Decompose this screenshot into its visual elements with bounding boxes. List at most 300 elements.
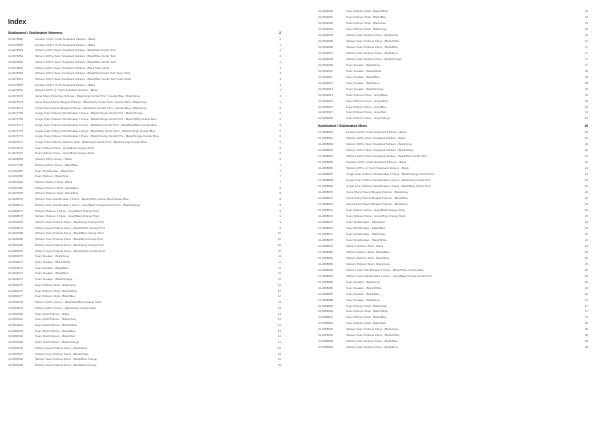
item-name: Team Windbreaker - Black/Red xyxy=(346,219,385,224)
page-number: 10 xyxy=(277,242,281,247)
page-number: 5 xyxy=(279,128,281,133)
item-code: 41-0098078 xyxy=(8,214,23,219)
item-name: Stickers 2XPro Team Snapback Stickers - Black/Blue Nordic Tech xyxy=(35,59,117,64)
page-number: 6 xyxy=(279,134,281,139)
item-name: Team Sneaker - Black/White xyxy=(35,260,71,265)
item-name: Team Pullover Piece - Gray/White Orange Shell xyxy=(346,213,406,218)
page-number: 5 xyxy=(279,111,281,116)
item-code: 41-0088860 xyxy=(318,130,333,135)
page-number: 5 xyxy=(279,122,281,127)
item-code: 41-0074070 xyxy=(8,145,23,150)
item-code: 41-0099913 xyxy=(318,86,333,91)
page-number: 22 xyxy=(584,196,588,201)
item-name: Stickers Team Windbreaker 1 Piece - Black/White Outline Blue xyxy=(346,267,424,272)
item-name: Fanatics 2XPro Youth Snapback Stickers - Black xyxy=(35,42,96,47)
item-name: Stickers 2XPro Team Snapback Stickers - Black Team Shell xyxy=(35,65,109,70)
item-code: 41-0099914 xyxy=(318,92,333,97)
index-list xyxy=(8,37,281,369)
page-number: 3 xyxy=(279,82,281,87)
page-number: 9 xyxy=(279,214,281,219)
page-number: 16 xyxy=(584,26,588,31)
page-number: 22 xyxy=(584,178,588,183)
page-number: 17 xyxy=(584,50,588,55)
page-number: 18 xyxy=(584,74,588,79)
item-code: 41-0088884 xyxy=(318,273,333,278)
item-name: Stickers Pullover Shell - Black/Gray xyxy=(346,261,390,266)
item-name: Team Sneaker - Black/Blue xyxy=(346,291,380,296)
page-number: 20 xyxy=(584,130,588,135)
page-number: 2 xyxy=(279,48,281,53)
item-code: 41-0088886 xyxy=(318,285,333,290)
page-number: 27 xyxy=(584,315,588,320)
item-code: 41-0088874 xyxy=(318,213,333,218)
item-name: Team Pullover Shell - Black/White xyxy=(35,288,77,293)
item-name: Stickers 2XPro Team Snapback Stickers - Black/Red Nordic Tech Team Shell xyxy=(35,71,131,76)
item-name: Stickers 2XPro Jersey - Black/Gray Orange Shell xyxy=(35,305,96,310)
item-code: 41-0076865 xyxy=(8,42,23,47)
item-name: Jungle Team Pullover Stadium Shell - Black/Gray Nordic Print - Black/Orange Fanatic Blue xyxy=(35,139,148,144)
item-code: 41-0099910 xyxy=(318,68,333,73)
item-name: Fanatics 2XPro Youth Snapback Stickers - Black xyxy=(346,130,407,135)
page-number: 7 xyxy=(279,174,281,179)
item-name: Versa Sharp Sheets Brigade Pullover - Black/Red xyxy=(346,202,408,207)
item-name: Team Pullover Shell - Black/Gray xyxy=(35,282,76,287)
item-code: 41-0076845 xyxy=(8,71,23,76)
page-number: 11 xyxy=(278,265,281,270)
item-code: 41-0099916 xyxy=(318,104,333,109)
item-code: 41-0088896 xyxy=(318,345,333,350)
item-code: 41-0074573 xyxy=(8,105,23,110)
item-code: 41-0088891 xyxy=(318,315,333,320)
page-number: 3 xyxy=(279,71,281,76)
item-name: Jungle Team Pullover Windbreaker 1 Piece - Black/Gray Nordic Print xyxy=(346,178,431,183)
page-number: 8 xyxy=(279,197,281,202)
item-code: 41-0093900 xyxy=(8,311,23,316)
item-name: Team Pullover Piece - Gray/Black Orange Shell xyxy=(346,208,405,212)
item-code: 41-0099904 xyxy=(318,32,333,37)
page-number: 15 xyxy=(277,362,281,367)
page-number: 15 xyxy=(277,345,281,350)
page-number: 8 xyxy=(279,191,281,196)
item-code: 41-0093903 xyxy=(8,328,23,333)
item-name: Team Sneaker - Black/Blue xyxy=(35,265,69,270)
item-code: 41-0099089 xyxy=(8,237,23,242)
item-code: 41-0076844 xyxy=(8,77,23,82)
item-code: 41-0099278 xyxy=(8,300,23,305)
item-code: 41-0088863 xyxy=(318,148,333,153)
item-name: Team Pullover Shell - Black/Red xyxy=(346,321,386,326)
page-number: 16 xyxy=(584,14,588,19)
item-code: 41-0088872 xyxy=(318,202,333,207)
item-code: 41-0088862 xyxy=(318,142,333,147)
item-name: Team Shell Pullover - Black/Orange xyxy=(35,340,80,345)
index-right-column xyxy=(318,9,588,351)
page-number: 2 xyxy=(279,59,281,64)
item-name: Team Sneaker - Black/Orange xyxy=(346,86,384,91)
page-number: 16 xyxy=(584,38,588,43)
item-name: Team Sneaker - Black/Orange xyxy=(35,277,73,282)
item-name: Team Pullover - Black/Gray xyxy=(35,174,69,179)
page-number: 7 xyxy=(279,179,281,184)
page-number: 19 xyxy=(584,116,588,121)
item-name: Team Shell Pullover - Black xyxy=(35,311,70,316)
page-number: 16 xyxy=(584,9,588,13)
item-name: Team Sneaker - Black/White xyxy=(346,285,382,290)
item-name: Stickers Team Pullover Piece - Black/White Orange Print xyxy=(35,248,106,253)
page-number: 4 xyxy=(279,99,281,104)
item-code: 41-0088864 xyxy=(318,154,333,159)
item-code: 41-0099978 xyxy=(8,220,23,224)
page-number: 20 xyxy=(584,142,588,147)
page-number: 17 xyxy=(584,56,588,61)
item-code: 41-0074772 xyxy=(8,134,23,139)
item-code: 41-0088870 xyxy=(318,190,333,195)
item-name: Versa Sharp Sheets Brigade Pullover - Black/Blue xyxy=(346,196,408,201)
item-code: 41-0099901 xyxy=(318,14,333,19)
item-code: 41-0099915 xyxy=(318,98,333,103)
index-title: Index xyxy=(8,19,27,26)
item-name: Stickers Team Pullover Piece - Black/Red Orange Print xyxy=(35,237,104,242)
index-list xyxy=(318,130,588,351)
page-number: 25 xyxy=(584,249,588,254)
item-name: Stickers Pullover Shell - Black/Blue xyxy=(35,185,79,190)
page-number: 12 xyxy=(277,294,281,299)
item-name: Stickers Team Pullover Piece - Black/Gray Orange Print xyxy=(35,220,104,224)
page-number: 5 xyxy=(279,105,281,110)
item-code: 41-0099907 xyxy=(318,50,333,55)
index-list xyxy=(318,9,588,122)
item-code: 41-0093905 xyxy=(8,340,23,345)
item-code: 41-0099906 xyxy=(318,44,333,49)
item-name: Versa Sharp Polo/Gray Pullover - Black/Gray Nordic Print - Fanatic Blue / Black/Gray xyxy=(35,94,141,99)
item-name: Team Shell Pullover - Black/Red xyxy=(35,334,75,339)
page-number: 2 xyxy=(279,54,281,59)
page-number: 10 xyxy=(277,231,281,236)
item-name: Stickers Pullover 1 Piece - Gray/Black Orange Print xyxy=(35,208,99,213)
page-number: 19 xyxy=(584,110,588,115)
page-number: 15 xyxy=(277,351,281,356)
page-number: 22 xyxy=(584,184,588,189)
page-number: 2 xyxy=(279,37,281,41)
item-code: 41-0099917 xyxy=(318,110,333,115)
item-name: Stickers Team Pullover Piece - Black/Gray xyxy=(346,32,399,37)
index-left-column xyxy=(8,17,281,369)
item-name: Team Pullover Piece - Gray/Orange xyxy=(346,116,391,121)
page-number: 4 xyxy=(279,94,281,99)
page-number: 17 xyxy=(584,44,588,49)
page-number: 11 xyxy=(278,260,281,265)
item-name: Stickers Team Pullover Piece - Black/White xyxy=(35,351,89,356)
item-name: Stickers Team Pullover Piece - Black/Orange xyxy=(346,56,402,61)
item-name: Team Pullover Shell - Black/White xyxy=(346,309,388,314)
item-code: 41-0088880 xyxy=(318,249,333,254)
item-code: 41-0099271 xyxy=(8,260,23,265)
item-name: Stickers 2XPro Team Snapback Stickers - Black/Red Nordic Tech xyxy=(35,48,116,53)
item-code: 41-0088867 xyxy=(318,172,333,177)
section-page: 2 xyxy=(279,31,281,35)
item-name: Stickers Team Pullover Piece - Black/White xyxy=(346,333,400,338)
page-number: 14 xyxy=(277,334,281,339)
item-name: Stickers Pullover Shell - Black xyxy=(346,243,384,248)
page-number: 9 xyxy=(279,225,281,230)
item-code: 41-0075861 xyxy=(8,88,23,93)
page-number: 14 xyxy=(277,322,281,327)
item-name: Stickers 2XPro Team Snapback Stickers - Black xyxy=(346,136,406,141)
item-code: 41-0088871 xyxy=(318,196,333,201)
item-name: Stickers Team Pullover Piece - Black/White xyxy=(346,38,400,43)
item-code: 41-0104650 xyxy=(8,174,23,179)
item-code: 41-0076866 xyxy=(8,37,23,41)
page-number: 27 xyxy=(584,309,588,314)
item-code: 41-0088885 xyxy=(318,279,333,284)
item-name: Team Shell Pullover - Black/Gray xyxy=(35,317,76,322)
page-number: 21 xyxy=(584,160,588,165)
item-code: 41-0088869 xyxy=(318,184,333,189)
item-code: 41-0076862 xyxy=(8,59,23,64)
item-code: 41-0099272 xyxy=(8,265,23,270)
page-number: 8 xyxy=(279,202,281,207)
page-number: 7 xyxy=(279,168,281,173)
item-name: Stickers 2XPro Jersey - Black/Blue xyxy=(35,162,79,167)
item-code: 41-0071706 xyxy=(8,162,23,167)
page-number: 11 xyxy=(278,254,281,259)
item-name: Jungle Team Pullover Windbreaker 1 Piece - Black/Orange Nordic Print - Black/Orange Fanatic Blue xyxy=(35,134,159,139)
page-number: 26 xyxy=(584,279,588,284)
page-number: 21 xyxy=(584,172,588,177)
item-name: Team Pullover Piece - Gray/Black xyxy=(346,92,388,97)
item-name: Team Sneaker - Black/Red xyxy=(346,80,380,85)
item-name: Stickers Team Pullover Piece - Black/Gray Orange Print xyxy=(35,242,104,247)
item-name: Stickers 2XPro Team Snapback Stickers - Black/White xyxy=(346,148,414,153)
item-code: 41-0099275 xyxy=(8,282,23,287)
item-code: 41-0097866 xyxy=(8,179,23,184)
page-number: 18 xyxy=(584,86,588,91)
item-name: Team Pullover Shell - Black/Blue xyxy=(346,14,387,19)
page-number: 13 xyxy=(277,300,281,305)
item-code: 41-0074766 xyxy=(8,111,23,116)
page-number: 15 xyxy=(277,357,281,362)
page-number: 16 xyxy=(584,32,588,37)
item-name: Team Pullover Piece - Gray/Red xyxy=(346,110,386,115)
item-code: 41-0088892 xyxy=(318,321,333,326)
page-number: 14 xyxy=(277,340,281,345)
page-number: 12 xyxy=(277,288,281,293)
item-name: Team Sneaker - Black/White xyxy=(346,68,382,73)
item-name: Stickers Team Pullover Piece - Black/Blue Orange Print xyxy=(35,231,104,236)
item-name: Fanatics 2XPro Youth Snapback Stickers - Black xyxy=(35,82,96,87)
item-code: 41-0088865 xyxy=(318,160,333,165)
item-name: Stickers Team Pullover Piece - Black/White Orange Print xyxy=(35,225,106,230)
page-number: 21 xyxy=(584,166,588,171)
page-number: 27 xyxy=(584,297,588,302)
page-number: 5 xyxy=(279,117,281,122)
item-code: 41-0093904 xyxy=(8,334,23,339)
page-number: 19 xyxy=(584,98,588,103)
index-row[interactable] xyxy=(8,363,281,369)
item-name: Team Pullover Shell - Black/Gray xyxy=(346,26,387,31)
item-code: 41-0099091 xyxy=(8,248,23,253)
page-number: 27 xyxy=(584,303,588,308)
page-number: 28 xyxy=(584,321,588,326)
item-code: 41-0074072 xyxy=(8,151,23,156)
item-code: 41-0088890 xyxy=(318,309,333,314)
item-name: Stickers Pullover Shell - Black/Red xyxy=(35,191,79,196)
item-code: 41-0099270 xyxy=(8,254,23,259)
item-name: Stickers Team Windbreaker 1 Piece - Gray/Black Orange Nordic Print - Black/Orange xyxy=(35,202,141,207)
item-code: 41-0076864 xyxy=(8,48,23,53)
item-code: 41-0096881 xyxy=(8,157,23,162)
item-code: 41-0076863 xyxy=(8,54,23,59)
item-name: Team Pullover Piece - Gray/Black Orange Shell xyxy=(35,151,94,156)
page-number: 24 xyxy=(584,231,588,236)
item-name: Jungle Team Pullover Windbreaker 1 Piece - Black/Blue Nordic Print - Black/Orange Fanatic Blue xyxy=(35,128,156,133)
item-code: 41-0093909 xyxy=(8,362,23,367)
page-number: 23 xyxy=(584,213,588,218)
item-name: Jungle Team Pullover Windbreaker 1 Piece - Black/Orange Nordic Print - Black/Orange xyxy=(35,111,143,116)
item-name: Team Sneaker - Black/Red xyxy=(35,271,69,276)
item-name: Team Sneaker - Black/Gray xyxy=(35,254,70,259)
item-code: 41-0088877 xyxy=(318,231,333,236)
item-name: Fanatics 2XPro Youth Snapback Stickers - Black xyxy=(346,160,407,165)
page-number: 24 xyxy=(584,225,588,230)
item-code: 41-0093906 xyxy=(8,345,23,350)
page-number: 2 xyxy=(279,42,281,47)
page-number: 23 xyxy=(584,202,588,207)
item-name: Stickers Team Pullover Piece - Black/Red xyxy=(346,345,398,350)
item-code: 41-0098075 xyxy=(8,197,23,202)
section-label: Sublimated / Sublimated Mens xyxy=(318,124,367,129)
item-name: Stickers 2XPro Jr Youth Snapback Stickers - Black xyxy=(35,88,98,93)
item-name: Stickers Pullover 1 Piece - Gray/Black Orange Shell xyxy=(35,214,100,219)
index-row[interactable] xyxy=(318,345,588,351)
item-code: 41-0099900 xyxy=(318,9,333,13)
item-name: Stickers Team Pullover Piece - Black/Blue xyxy=(346,44,398,49)
item-name: Team Sneaker - Black/Gray xyxy=(346,279,381,284)
item-code: 41-0099273 xyxy=(8,271,23,276)
item-name: Team Pullover Piece - Gray/Blue xyxy=(346,104,387,109)
item-name: Stickers 2XPro Jersey - Black/Red/Blue Orange Shell xyxy=(35,300,102,305)
item-name: Team Sneaker - Black/Gray xyxy=(346,62,381,67)
item-name: Stickers Pullover Shell - Black/Red xyxy=(346,255,390,260)
item-name: Stickers 2XPro Jr Youth Snapback Stickers - Black xyxy=(346,166,409,171)
item-code: 41-0088883 xyxy=(318,267,333,272)
item-code: 41-0088887 xyxy=(318,291,333,296)
item-code: 41-0074774 xyxy=(8,122,23,127)
item-name: Team Pullover Shell - Black/Blue xyxy=(35,294,76,299)
item-code: 41-0099279 xyxy=(8,305,23,310)
page-number: 21 xyxy=(584,154,588,159)
item-code: 41-0097865 xyxy=(8,185,23,190)
page-number: 9 xyxy=(279,220,281,224)
item-name: Stickers Team Windbreaker 1 Piece - Gray/Black Orange Nordic Print xyxy=(346,273,432,278)
item-code: 41-0099908 xyxy=(318,56,333,61)
page-number: 23 xyxy=(584,208,588,212)
item-name: Jungle Team Pullover Windbreaker 1 Piece - Black/Red Nordic Print - Black/Red/Blue Fanatic Blue xyxy=(35,122,157,127)
item-code: 41-0093907 xyxy=(8,351,23,356)
item-name: Stickers Team Pullover Piece - Black/Gray xyxy=(346,327,399,332)
item-name: Stickers 2XPro Jersey - Black xyxy=(35,157,72,162)
item-code: 41-0093901 xyxy=(8,317,23,322)
page-number: 6 xyxy=(279,145,281,150)
item-code: 41-0088866 xyxy=(318,166,333,171)
section-page: 19 xyxy=(584,124,588,129)
page-number: 12 xyxy=(277,282,281,287)
page-number: 12 xyxy=(277,277,281,282)
item-code: 41-0088861 xyxy=(318,136,333,141)
item-code: 41-0074071 xyxy=(8,139,23,144)
item-name: Stickers Pullover Shell - Black xyxy=(35,179,73,184)
page-number: 9 xyxy=(279,208,281,213)
item-name: Team Pullover Piece - Gray/Black Orange Shell xyxy=(35,145,94,150)
page-number: 20 xyxy=(584,136,588,141)
item-code: 41-0093908 xyxy=(8,357,23,362)
item-code: 41-0075865 xyxy=(8,82,23,87)
item-name: Stickers Team Windbreaker 1 Piece - Black/White Outline Blue/Fanatic Blue xyxy=(35,197,129,202)
item-name: Team Pullover Shell - Black/Red xyxy=(346,20,386,25)
item-code: 41-0099274 xyxy=(8,277,23,282)
item-code: 41-0088875 xyxy=(318,219,333,224)
page-number: 6 xyxy=(279,151,281,156)
item-name: Versa Sharp Sheets Brigade Pullover - Black/Gray Nordic Print - Fanatic Blue / Black/Gray xyxy=(35,105,147,110)
item-code: 41-0097878 xyxy=(8,191,23,196)
item-code: 41-0093902 xyxy=(8,322,23,327)
page-number: 26 xyxy=(584,273,588,278)
page-number: 4 xyxy=(279,88,281,93)
item-name: Team Pullover Shell - Black/Gray xyxy=(346,303,387,308)
item-name: Team Pullover Shell - Black/Blue xyxy=(346,315,387,320)
item-code: 41-0099918 xyxy=(318,116,333,121)
item-code: 41-0088878 xyxy=(318,237,333,242)
item-name: Stickers Team Pullover Piece - Black/Red Orange xyxy=(35,362,97,367)
item-name: Stickers Team Pullover Piece - Black/Blue xyxy=(346,339,398,344)
page-number: 18 xyxy=(584,80,588,85)
item-code: 41-0088888 xyxy=(318,297,333,302)
page-number: 13 xyxy=(277,311,281,316)
item-name: Team Windbreaker - Black/White xyxy=(346,237,387,242)
item-name: Versa Sharp Sheets Brigade Pullover - Black/Gray Nordic Print - Fanatic Blue / Black/Gray xyxy=(35,99,147,104)
item-code: 41-0099909 xyxy=(318,62,333,67)
item-name: Team Shell Pullover - Black/White xyxy=(35,322,77,327)
page-number: 10 xyxy=(277,237,281,242)
item-code: 41-0076846 xyxy=(8,65,23,70)
item-name: Team Sneaker - Black/Red xyxy=(346,297,380,302)
item-name: Stickers 2XPro Team Snapback Stickers - Black/Blue Nordic Tech xyxy=(346,154,428,159)
page-number: 26 xyxy=(584,285,588,290)
page-number: 25 xyxy=(584,255,588,260)
page-number: 22 xyxy=(584,190,588,195)
page-number: 10 xyxy=(277,248,281,253)
item-name: Jungle Team Pullover Windbreaker 1 Piece - Black/Orange Nordic Print - Black/White Outline Blue xyxy=(35,117,157,122)
item-code: 41-0098077 xyxy=(8,208,23,213)
item-code: 41-0099902 xyxy=(318,20,333,25)
item-code: 41-0099276 xyxy=(8,288,23,293)
item-code: 41-0088894 xyxy=(318,333,333,338)
item-name: Stickers Team Pullover Piece - Black/Red xyxy=(346,50,398,55)
item-code: 41-0074576 xyxy=(8,94,23,99)
page-number: 29 xyxy=(584,345,588,350)
item-name: Team Windbreaker - Black/Gray xyxy=(346,231,386,236)
page-number: 25 xyxy=(584,261,588,266)
item-name: Team Sneaker - Black/Blue xyxy=(346,74,380,79)
item-code: 41-0074765 xyxy=(8,117,23,122)
page-number: 3 xyxy=(279,65,281,70)
page-number: 14 xyxy=(277,328,281,333)
item-code: 41-0099912 xyxy=(318,80,333,85)
page-number: 18 xyxy=(584,68,588,73)
item-code: 41-0088879 xyxy=(318,243,333,248)
item-name: Stickers 2XPro Team Snapback Stickers - Black/Blue Nordic Tech Team Shell xyxy=(35,77,131,82)
item-name: Team Pullover Piece - Gray/White xyxy=(346,98,388,103)
